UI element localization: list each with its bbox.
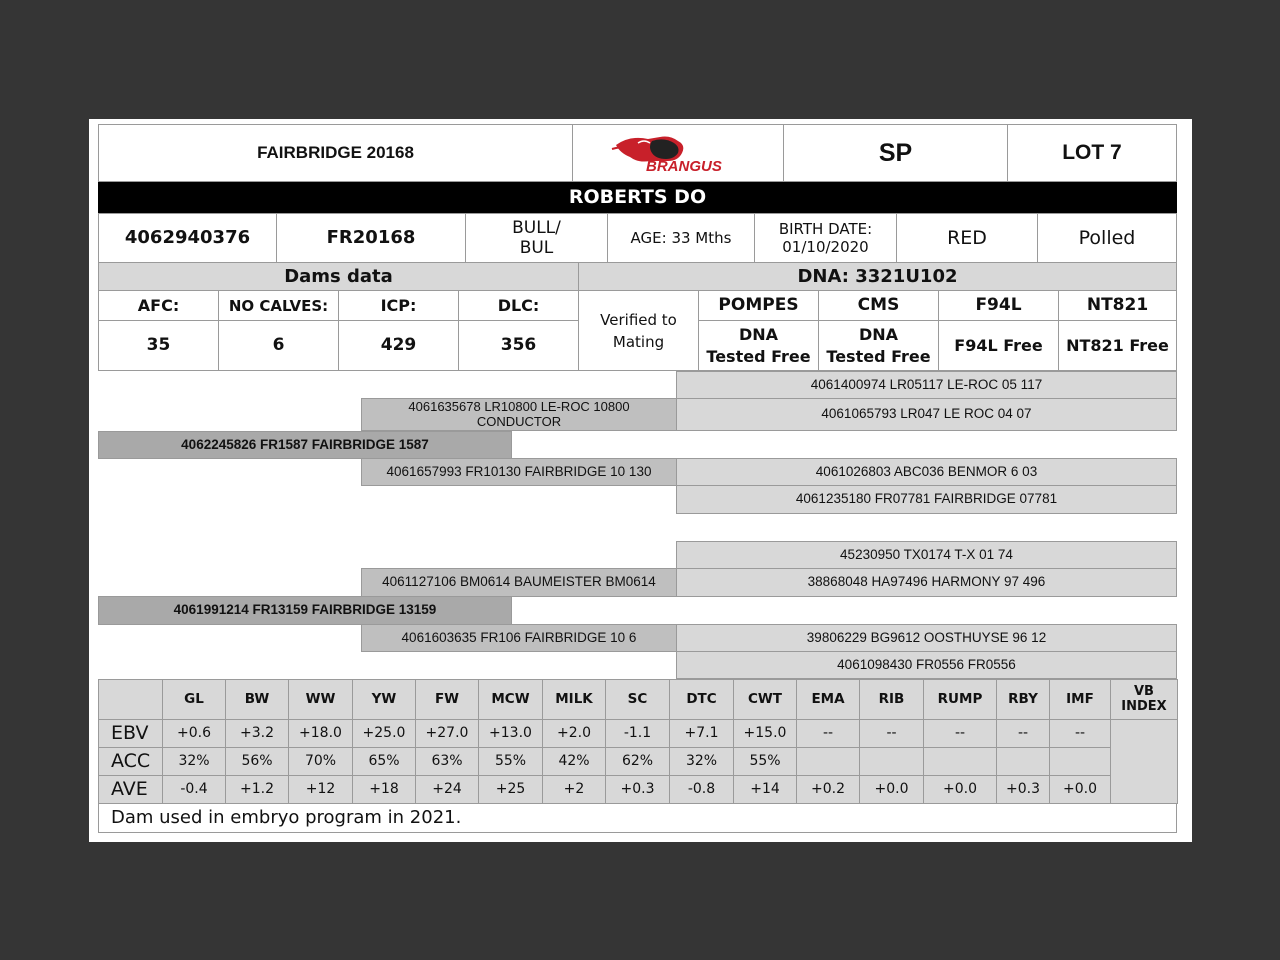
ebv-cell: 70%	[288, 747, 353, 776]
ebv-cell: 55%	[733, 747, 797, 776]
dna-title: DNA: 3321U102	[578, 262, 1177, 291]
pompes-result-line2: Tested Free	[706, 347, 811, 366]
vendor-bar: ROBERTS DO	[98, 182, 1177, 213]
ebv-cell: +0.3	[605, 775, 670, 804]
ebv-row-label: EBV	[98, 719, 163, 748]
ebv-cell: 42%	[542, 747, 606, 776]
horn-status: Polled	[1037, 213, 1177, 263]
dams-value-icp: 429	[338, 320, 459, 371]
ebv-cell: +14	[733, 775, 797, 804]
pedigree-ggp: 4061026803 ABC036 BENMOR 6 03	[676, 458, 1177, 486]
ebv-cell	[1049, 747, 1111, 776]
pedigree-ggp: 38868048 HA97496 HARMONY 97 496	[676, 568, 1177, 597]
ebv-index-value	[1110, 719, 1178, 804]
cms-result-line1: DNA	[858, 324, 899, 344]
dna-header-f94l: F94L	[938, 290, 1059, 321]
pompes-result-line1: DNA	[738, 324, 779, 344]
ebv-cell: +0.6	[162, 719, 226, 748]
category-badge: SP	[783, 124, 1008, 182]
ebv-cell: +25	[478, 775, 543, 804]
ebv-column-header: WW	[288, 679, 353, 720]
ebv-cell: +7.1	[669, 719, 734, 748]
ebv-cell: +3.2	[225, 719, 289, 748]
animal-name: FAIRBRIDGE 20168	[98, 124, 573, 182]
pedigree-sire-sire: 4061635678 LR10800 LE-ROC 10800 CONDUCTOR	[361, 398, 677, 431]
ebv-column-header: DTC	[669, 679, 734, 720]
pedigree-ggp: 4061098430 FR0556 FR0556	[676, 651, 1177, 679]
animal-id: 4062940376	[98, 213, 277, 263]
bull-logo-icon	[608, 131, 748, 175]
ebv-cell	[996, 747, 1050, 776]
ebv-cell: +13.0	[478, 719, 543, 748]
ebv-row-label: ACC	[98, 747, 163, 776]
ebv-cell: +0.3	[996, 775, 1050, 804]
ebv-cell: +25.0	[352, 719, 416, 748]
dams-header-dlc: DLC:	[458, 290, 579, 321]
verified-line2: Mating	[612, 332, 665, 351]
ebv-column-header: RUMP	[923, 679, 997, 720]
lot-card	[89, 119, 1192, 842]
pedigree-dam-sire: 4061127106 BM0614 BAUMEISTER BM0614	[361, 568, 677, 597]
birth-cell	[754, 213, 897, 263]
ebv-cell: +12	[288, 775, 353, 804]
ebv-cell: -0.4	[162, 775, 226, 804]
brangus-logo	[572, 124, 784, 182]
ebv-cell: --	[859, 719, 924, 748]
ebv-cell: +0.0	[1049, 775, 1111, 804]
pedigree-ggp: 39806229 BG9612 OOSTHUYSE 96 12	[676, 624, 1177, 652]
verified-line1: Verified to	[600, 310, 677, 329]
dna-result-pompes	[698, 320, 819, 371]
dna-result-nt821: NT821 Free	[1058, 320, 1177, 371]
pedigree-dam: 4061991214 FR13159 FAIRBRIDGE 13159	[98, 596, 512, 625]
birth-label: BIRTH DATE:	[778, 220, 873, 238]
ebv-cell: 56%	[225, 747, 289, 776]
ebv-cell: +0.0	[859, 775, 924, 804]
dams-header-icp: ICP:	[338, 290, 459, 321]
ebv-cell	[796, 747, 860, 776]
cms-result-line2: Tested Free	[826, 347, 931, 366]
ebv-column-header: SC	[605, 679, 670, 720]
logo-text: BRANGUS	[646, 158, 722, 175]
ebv-column-header: RIB	[859, 679, 924, 720]
dams-value-dlc: 356	[458, 320, 579, 371]
ebv-cell: -1.1	[605, 719, 670, 748]
ebv-column-header: YW	[352, 679, 416, 720]
ebv-cell: +24	[415, 775, 479, 804]
pedigree-ggp: 45230950 TX0174 T-X 01 74	[676, 541, 1177, 569]
sex-line2: BUL	[519, 238, 554, 258]
sex-line1: BULL/	[512, 217, 561, 238]
ebv-cell: 62%	[605, 747, 670, 776]
ebv-cell	[859, 747, 924, 776]
comments: Dam used in embryo program in 2021.	[98, 803, 1177, 833]
lot-number: LOT 7	[1007, 124, 1177, 182]
ebv-column-header: CWT	[733, 679, 797, 720]
ebv-cell	[923, 747, 997, 776]
birth-date: 01/10/2020	[782, 238, 869, 256]
ebv-cell: 55%	[478, 747, 543, 776]
pedigree-ggp: 4061400974 LR05117 LE-ROC 05 117	[676, 371, 1177, 399]
ebv-column-header: MILK	[542, 679, 606, 720]
ebv-column-header: BW	[225, 679, 289, 720]
index-line1: VB	[1134, 683, 1154, 699]
pedigree-ggp: 4061235180 FR07781 FAIRBRIDGE 07781	[676, 485, 1177, 514]
pedigree-sire: 4062245826 FR1587 FAIRBRIDGE 1587	[98, 431, 512, 459]
ebv-row-label: AVE	[98, 775, 163, 804]
dams-value-afc: 35	[98, 320, 219, 371]
ebv-cell: +0.2	[796, 775, 860, 804]
ebv-cell: --	[1049, 719, 1111, 748]
dna-header-pompes: POMPES	[698, 290, 819, 321]
dna-header-nt821: NT821	[1058, 290, 1177, 321]
ebv-column-header: EMA	[796, 679, 860, 720]
ebv-cell: +27.0	[415, 719, 479, 748]
dams-value-calves: 6	[218, 320, 339, 371]
ebv-cell: +18	[352, 775, 416, 804]
tattoo: FR20168	[276, 213, 466, 263]
ebv-cell: +0.0	[923, 775, 997, 804]
pedigree-ggp: 4061065793 LR047 LE ROC 04 07	[676, 398, 1177, 431]
ebv-column-header: RBY	[996, 679, 1050, 720]
dams-title: Dams data	[98, 262, 579, 291]
ebv-cell: 65%	[352, 747, 416, 776]
dna-result-f94l: F94L Free	[938, 320, 1059, 371]
age: AGE: 33 Mths	[607, 213, 755, 263]
ebv-column-header: FW	[415, 679, 479, 720]
ebv-column-header: IMF	[1049, 679, 1111, 720]
ebv-cell: +18.0	[288, 719, 353, 748]
pedigree-sire-dam: 4061657993 FR10130 FAIRBRIDGE 10 130	[361, 458, 677, 486]
ebv-index-header	[1110, 679, 1178, 720]
index-line2: INDEX	[1121, 698, 1167, 714]
dams-header-afc: AFC:	[98, 290, 219, 321]
ebv-column-header: GL	[162, 679, 226, 720]
ebv-cell: --	[923, 719, 997, 748]
pedigree-dam-dam: 4061603635 FR106 FAIRBRIDGE 10 6	[361, 624, 677, 652]
ebv-cell: --	[996, 719, 1050, 748]
dna-header-cms: CMS	[818, 290, 939, 321]
ebv-cell: 63%	[415, 747, 479, 776]
dna-result-cms	[818, 320, 939, 371]
dams-header-calves: NO CALVES:	[218, 290, 339, 321]
ebv-cell: +1.2	[225, 775, 289, 804]
ebv-cell: 32%	[669, 747, 734, 776]
ebv-cell: +2.0	[542, 719, 606, 748]
ebv-cell: +2	[542, 775, 606, 804]
ebv-corner	[98, 679, 163, 720]
ebv-cell: -0.8	[669, 775, 734, 804]
ebv-cell: +15.0	[733, 719, 797, 748]
colour: RED	[896, 213, 1038, 263]
ebv-column-header: MCW	[478, 679, 543, 720]
ebv-cell: 32%	[162, 747, 226, 776]
sex-cell	[465, 213, 608, 263]
ebv-cell: --	[796, 719, 860, 748]
dna-verified	[578, 290, 699, 371]
